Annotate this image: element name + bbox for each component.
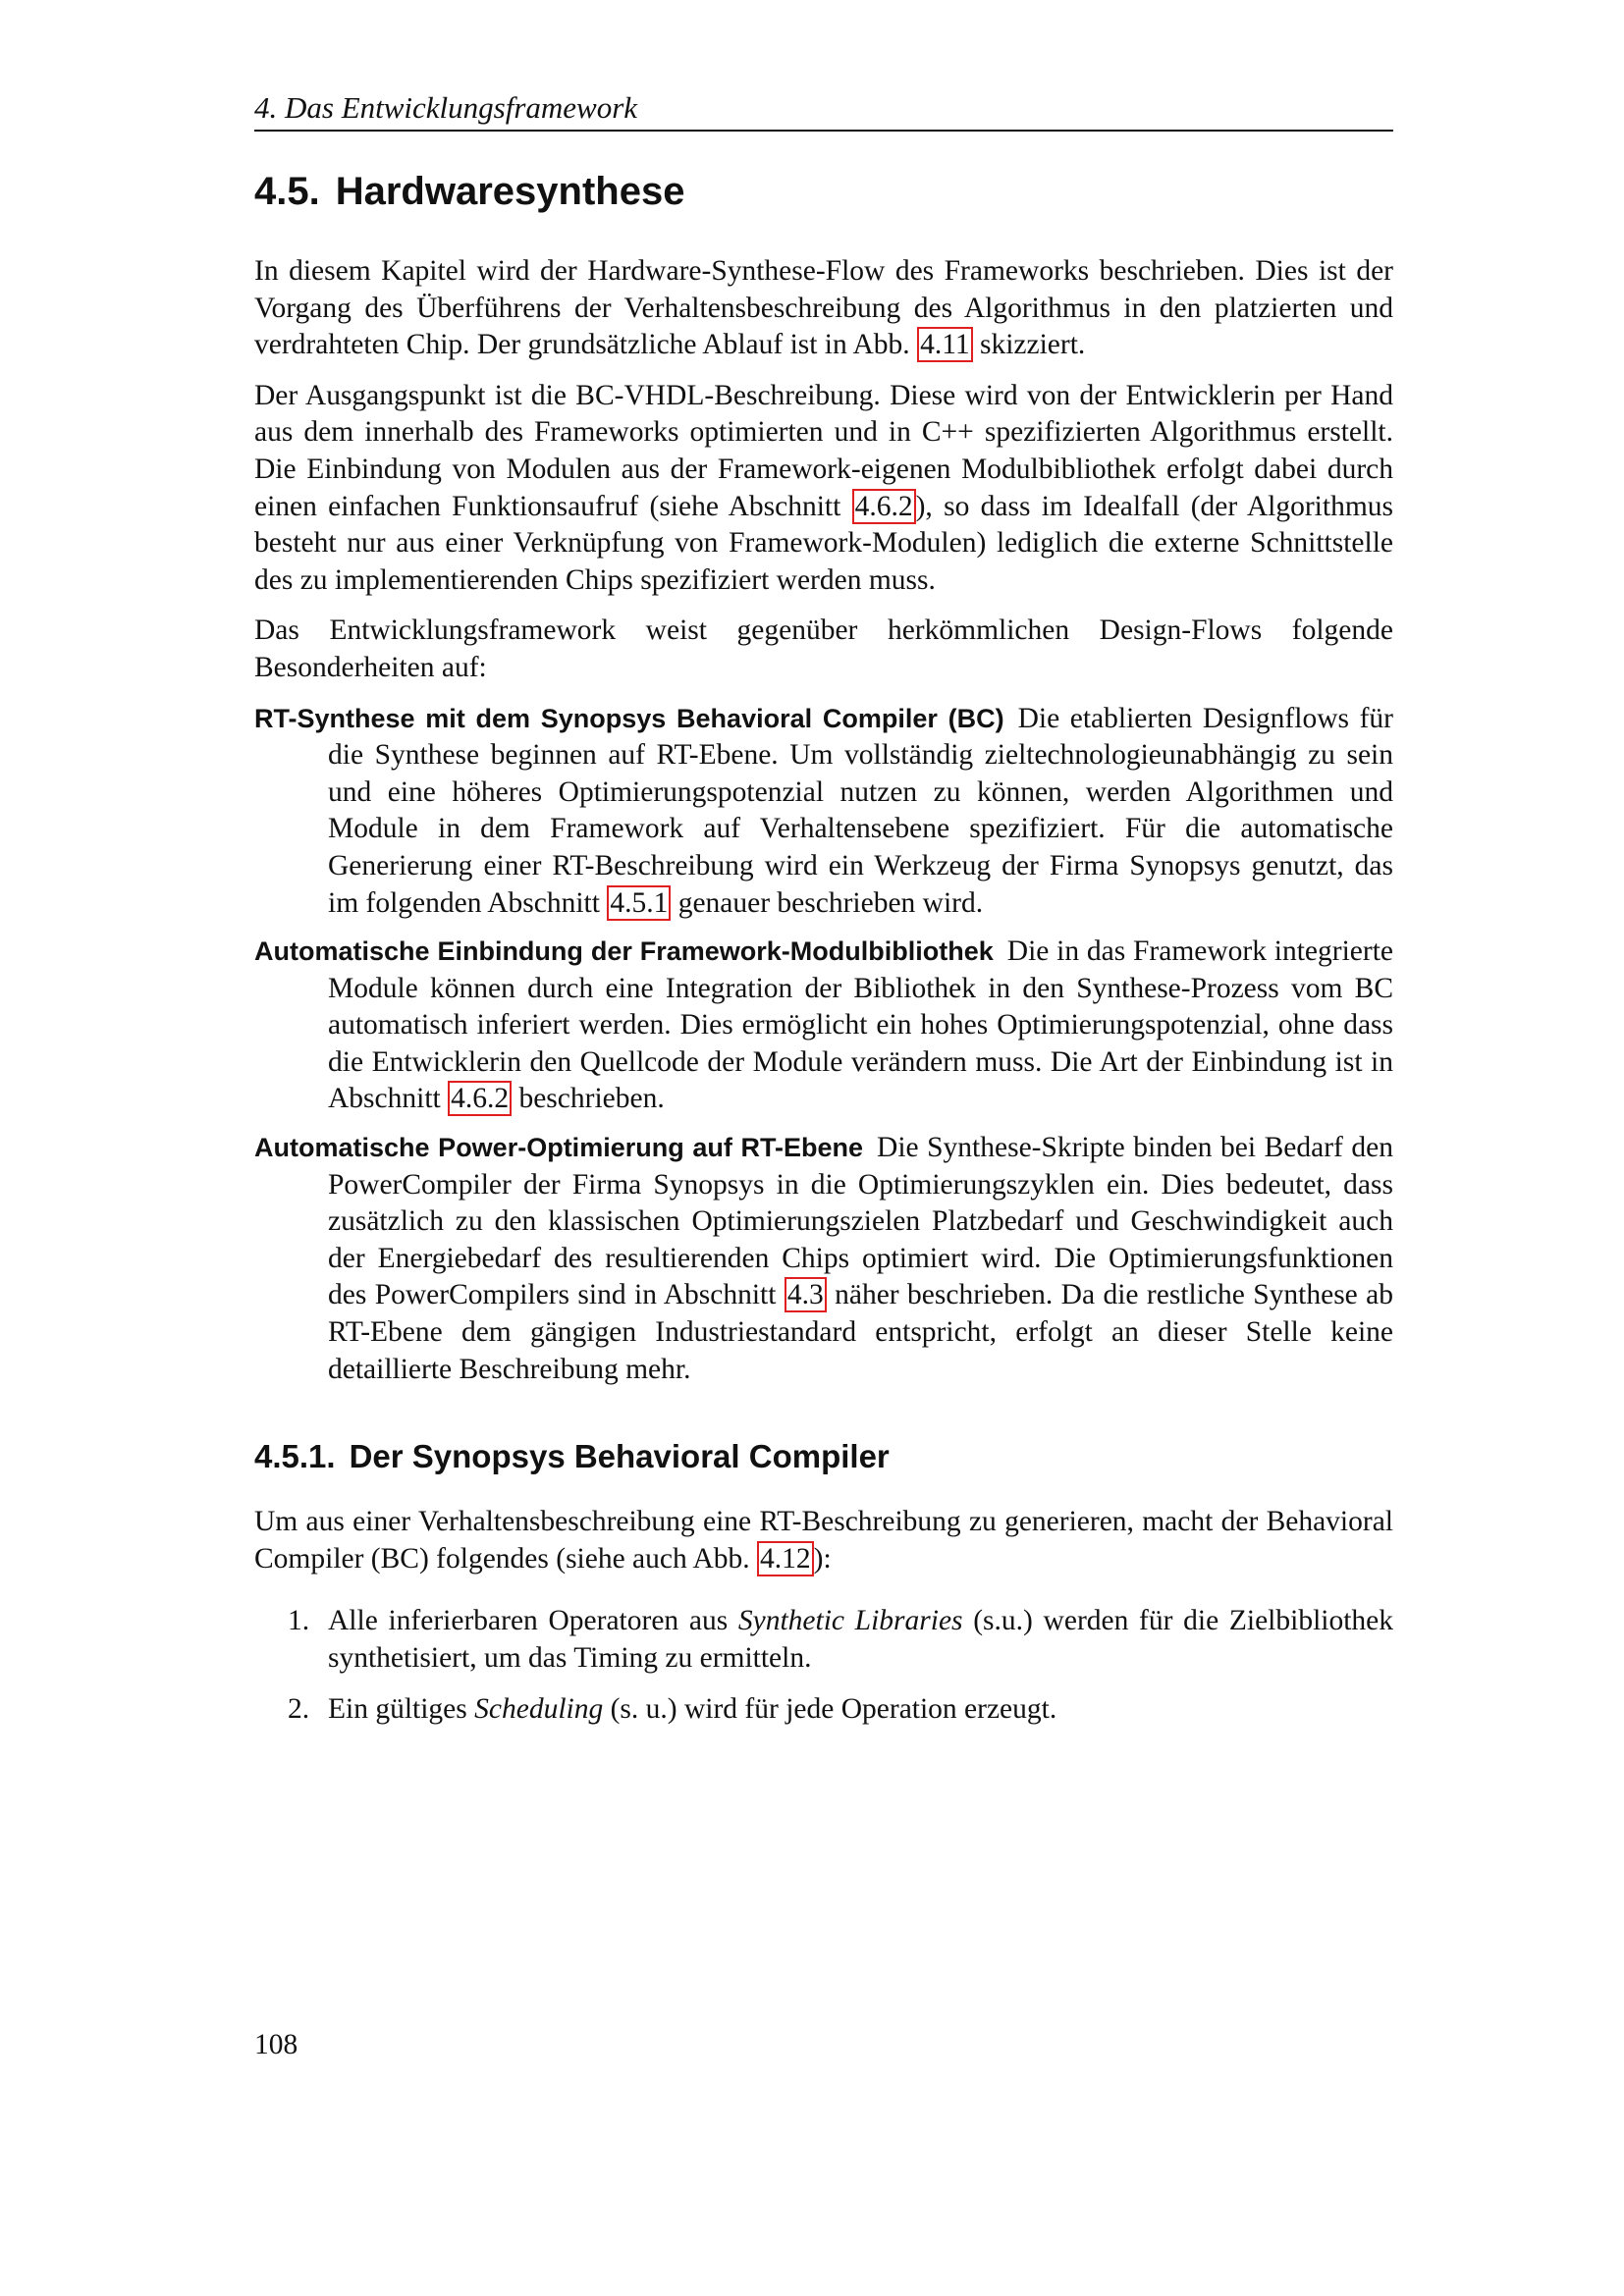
paragraph-intro: [254, 253, 1393, 364]
subsection-number: 4.5.1.: [254, 1438, 336, 1475]
paragraph-features-intro: Das Entwicklungsframework weist gegenüber herkömmlichen Design-Flows folgende Besonderheiten auf:: [254, 614, 1393, 683]
feature-item: [254, 1130, 1393, 1388]
section-title-text: Hardwaresynthese: [335, 170, 685, 213]
list-item: [254, 1691, 1393, 1729]
section-ref-link[interactable]: 4.3: [785, 1277, 827, 1312]
feature-text: näher beschrieben. Da die restliche Synthese ab RT-Ebene dem gängigen Industriestandard entspricht, erfolgt an dieser Stelle keine detaillierte Beschreibung mehr.: [328, 1279, 1394, 1385]
feature-text: Die etablierten Designflows für die Synthese beginnen auf RT-Ebene. Um vollständig zieltechnologieunabhängig zu sein und eine höheres Optimierungspotenzial nutzen zu können, werden Algorithmen und Module in dem Framework auf Verhaltensebene spezifiziert. Für die automatische Generierung einer RT-Beschreibung wird ein Werkzeug der Firma Synopsys genutzt, das im folgenden Abschnitt: [328, 702, 1393, 919]
paragraph-text: Um aus einer Verhaltensbeschreibung eine RT-Beschreibung zu generieren, macht der Behavioral Compiler (BC) folgendes (siehe auch Abb.: [254, 1506, 1393, 1575]
list-item: [254, 1603, 1393, 1677]
list-marker: 2.: [288, 1692, 310, 1725]
section-ref-link[interactable]: 4.6.2: [852, 489, 916, 524]
subsection-title: [254, 1437, 1393, 1476]
list-item-text: (s.u.) werden für die Zielbibliothek synthetisiert, um das Timing zu ermitteln.: [328, 1605, 1394, 1674]
paragraph-text: Der Ausgangspunkt ist die BC-VHDL-Beschreibung. Diese wird von der Entwicklerin per Hand aus dem innerhalb des Frameworks optimierten und in C++ spezifizierten Algorithmus erstellt. Die Einbindung von Modulen aus der Framework-eigenen Modulbibliothek erfolgt dabei durch einen einfachen Funktionsaufruf (siehe Abschnitt: [254, 379, 1393, 522]
list-marker: 1.: [288, 1605, 310, 1637]
emphasized-term: Scheduling: [474, 1692, 604, 1725]
bc-steps-list: [254, 1603, 1393, 1728]
section-title: [254, 169, 1393, 214]
list-item-text: (s. u.) wird für jede Operation erzeugt.: [603, 1692, 1057, 1725]
feature-item: [254, 934, 1393, 1118]
feature-item: [254, 701, 1393, 923]
feature-text: genauer beschrieben wird.: [671, 886, 984, 919]
subsection-title-text: Der Synopsys Behavioral Compiler: [349, 1438, 890, 1475]
section-number: 4.5.: [254, 170, 320, 213]
running-head: 4. Das Entwicklungsframework: [254, 90, 1393, 132]
feature-term: Automatische Einbindung der Framework-Modulbibliothek: [254, 936, 994, 967]
paragraph-text: ):: [813, 1542, 832, 1575]
feature-text: Die in das Framework integrierte Module können durch eine Integration der Bibliothek in den Synthese-Prozess vom BC automatisch inferiert werden. Dies ermöglicht ein hohes Optimierungspotenzial, ohne dass die Entwicklerin den Quellcode der Module verändern muss. Die Art der Einbindung ist in Abschnitt: [328, 935, 1393, 1115]
page-number: 108: [254, 2029, 298, 2060]
section-ref-link[interactable]: 4.5.1: [607, 885, 671, 921]
list-item-text: Alle inferierbaren Operatoren aus: [328, 1605, 738, 1637]
figure-ref-link[interactable]: 4.12: [757, 1541, 814, 1576]
page-content: [254, 90, 1393, 1741]
paragraph-text: ), so dass im Idealfall (der Algorithmus besteht nur aus einer Verknüpfung von Framework-Modulen) lediglich die externe Schnittstelle des zu implementierenden Chips spezifiziert werden muss.: [254, 490, 1393, 596]
feature-list: [254, 701, 1393, 1389]
feature-term: RT-Synthese mit dem Synopsys Behavioral Compiler (BC): [254, 703, 1004, 733]
feature-text: beschrieben.: [512, 1083, 665, 1115]
emphasized-term: Synthetic Libraries: [737, 1605, 963, 1637]
paragraph-text: In diesem Kapitel wird der Hardware-Synthese-Flow des Frameworks beschrieben. Dies ist der Vorgang des Überführens der Verhaltensbeschreibung des Algorithmus in den platzierten und verdrahteten Chip. Der grundsätzliche Ablauf ist in Abb.: [254, 255, 1393, 361]
paragraph-bc-intro: [254, 1504, 1393, 1577]
figure-ref-link[interactable]: 4.11: [917, 327, 973, 362]
paragraph-starting-point: [254, 378, 1393, 600]
paragraph-text: skizziert.: [972, 329, 1086, 361]
feature-text: Die Synthese-Skripte binden bei Bedarf den PowerCompiler der Firma Synopsys in die Optimierungszyklen ein. Dies bedeutet, dass zusätzlich zu den klassischen Optimierungszielen Platzbedarf und Geschwindigkeit auch der Energiebedarf des resultierenden Chips optimiert wird. Die Optimierungsfunktionen des PowerCompilers sind in Abschnitt: [328, 1132, 1393, 1311]
list-item-text: Ein gültiges: [328, 1692, 475, 1725]
section-ref-link[interactable]: 4.6.2: [448, 1081, 512, 1116]
feature-term: Automatische Power-Optimierung auf RT-Ebene: [254, 1133, 864, 1163]
